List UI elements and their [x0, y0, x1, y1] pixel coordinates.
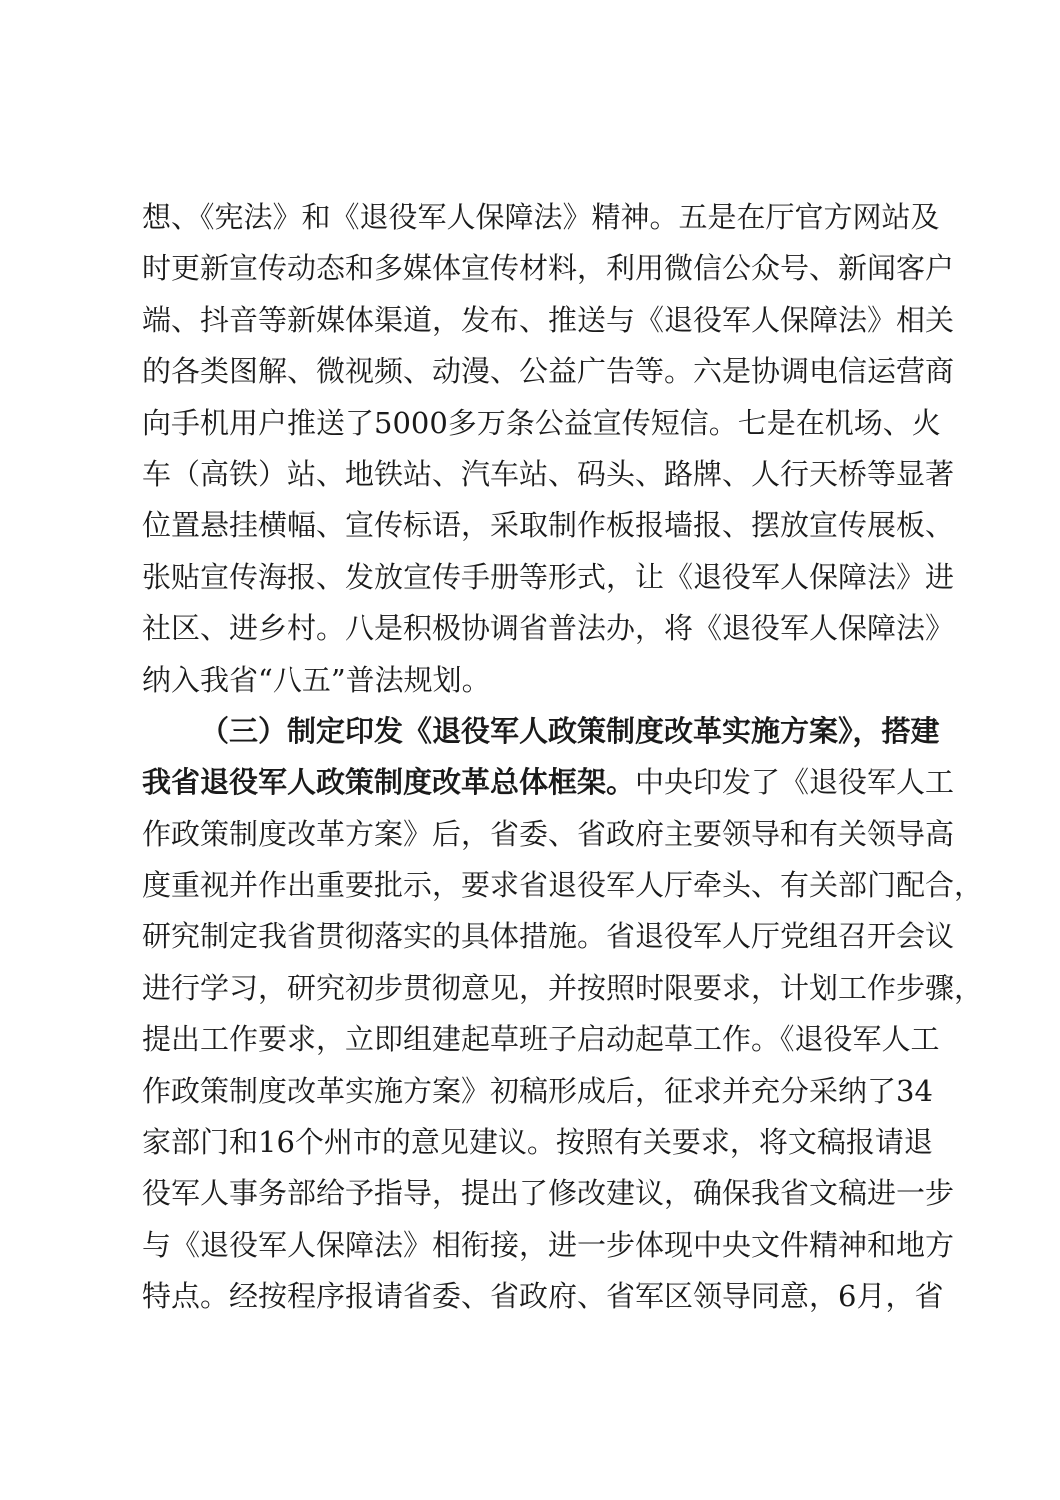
paragraph-end-line: 纳入我省“八五”普法规划。	[142, 662, 491, 697]
body-line: 时更新宣传动态和多媒体宣传材料，利用微信公众号、新闻客户	[142, 251, 955, 286]
body-line: 作政策制度改革实施方案》初稿形成后，征求并充分采纳了34	[142, 1073, 933, 1108]
section-heading-continuation: 我省退役军人政策制度改革总体框架。	[142, 765, 636, 800]
body-line: 作政策制度改革方案》后，省委、省政府主要领导和有关领导高	[142, 816, 955, 851]
body-line: 特点。经按程序报请省委、省政府、省军区领导同意，6月，省	[142, 1279, 944, 1314]
body-line: 端、抖音等新媒体渠道，发布、推送与《退役军人保障法》相关	[142, 302, 955, 337]
body-line: 家部门和16个州市的意见建议。按照有关要求，将文稿报请退	[142, 1125, 933, 1160]
body-line: 研究制定我省贯彻落实的具体措施。省退役军人厅党组召开会议	[142, 919, 955, 954]
body-line: 度重视并作出重要批示，要求省退役军人厅牵头、有关部门配合，	[142, 868, 984, 903]
body-line: 役军人事务部给予指导，提出了修改建议，确保我省文稿进一步	[142, 1176, 955, 1211]
body-line: 位置悬挂横幅、宣传标语，采取制作板报墙报、摆放宣传展板、	[142, 508, 955, 543]
document-body	[142, 192, 984, 1323]
body-line: 的各类图解、微视频、动漫、公益广告等。六是协调电信运营商	[142, 354, 955, 389]
body-line: 进行学习，研究初步贯彻意见，并按照时限要求，计划工作步骤，	[142, 970, 984, 1005]
mixed-heading-line	[142, 757, 955, 808]
body-line: 提出工作要求，立即组建起草班子启动起草工作。《退役军人工	[142, 1022, 940, 1057]
body-line: 与《退役军人保障法》相衔接，进一步体现中央文件精神和地方	[142, 1227, 955, 1262]
section-heading: （三）制定印发《退役军人政策制度改革实施方案》，搭建	[200, 713, 940, 748]
body-line: 想、《宪法》和《退役军人保障法》精神。五是在厅官方网站及	[142, 200, 940, 234]
body-line: 张贴宣传海报、发放宣传手册等形式，让《退役军人保障法》进	[142, 559, 955, 594]
body-line: 社区、进乡村。八是积极协调省普法办，将《退役军人保障法》	[142, 611, 955, 646]
body-text-fragment: 中央印发了《退役军人工	[635, 765, 955, 800]
body-line: 向手机用户推送了5000多万条公益宣传短信。七是在机场、火	[142, 405, 941, 440]
body-line: 车（高铁）站、地铁站、汽车站、码头、路牌、人行天桥等显著	[142, 456, 955, 491]
